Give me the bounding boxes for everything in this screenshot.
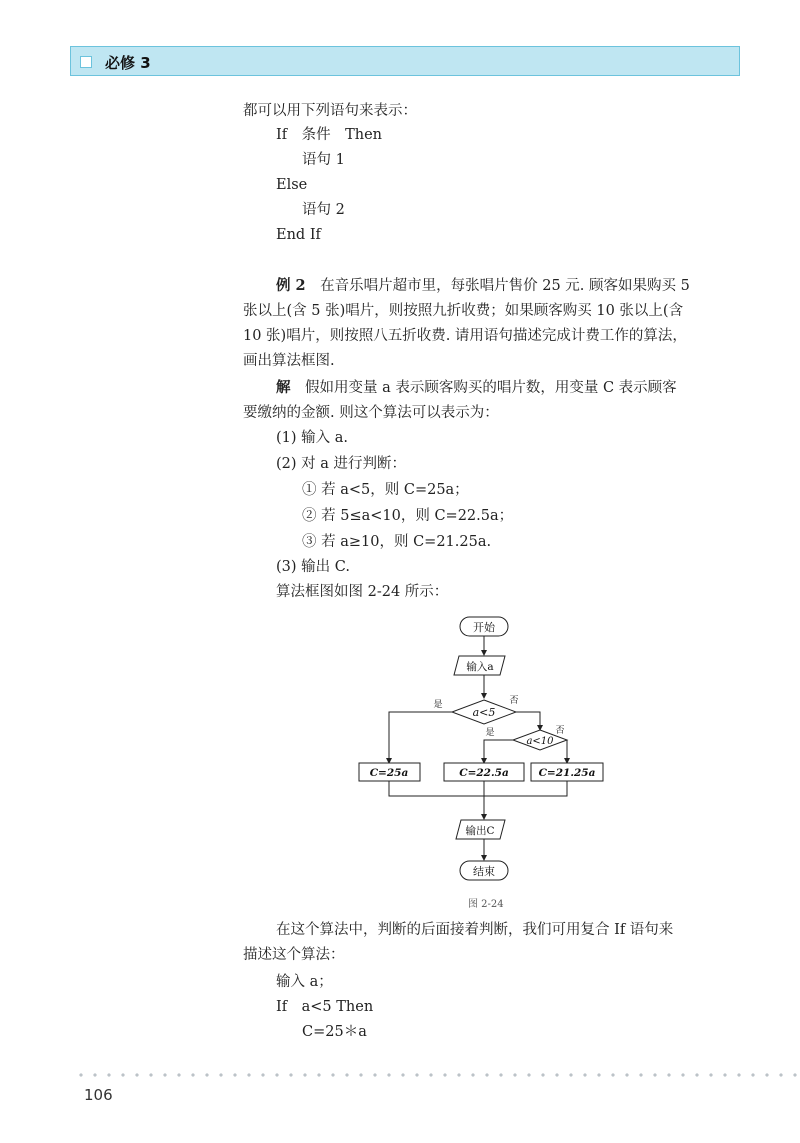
decision-2-label: a<10 [526,736,554,747]
page-number: 106 [84,1086,113,1104]
end-label: 结束 [473,865,495,878]
example-text-1: 在音乐唱片超市里，每张唱片售价 25 元. 顾客如果购买 5 [305,278,690,294]
input-label: 输入a [466,661,494,673]
step-2: (2) 对 a 进行判断： [276,456,407,472]
code-line-5: End If [276,227,321,243]
code-line-4: 语句 2 [302,202,345,218]
process-3-label: C=21.25a [538,767,596,779]
closing-line-5: C=25＊a [302,1024,367,1040]
no-label-2: 否 [555,726,565,736]
code-line-3: Else [276,177,308,193]
footer-dotted-rule [74,1073,800,1077]
decision-1-label: a<5 [472,706,496,719]
code-line-2: 语句 1 [302,152,345,168]
output-label: 输出C [465,825,495,837]
example-label: 例 2 [276,277,306,294]
process-1-label: C=25a [369,767,409,779]
example-line-3: 10 张)唱片，则按照八五折收费. 请用语句描述完成计费工作的算法， [243,328,687,344]
solution-label: 解 [276,379,291,396]
start-label: 开始 [473,621,495,634]
closing-line-2: 描述这个算法： [243,947,345,963]
yes-label-1: 是 [433,700,443,710]
example-line-4: 画出算法框图. [243,353,335,369]
case-3: ③ 若 a≥10，则 C=21.25a. [302,534,492,550]
closing-line-3: 输入 a； [276,974,333,990]
chapter-title: 必修 3 [105,54,151,72]
step-1: (1) 输入 a. [276,430,349,446]
closing-line-1: 在这个算法中，判断的后面接着判断，我们可用复合 If 语句来 [276,922,674,938]
case-1: ① 若 a<5，则 C=25a； [302,482,469,498]
figure-reference: 算法框图如图 2-24 所示： [276,584,449,600]
intro-text: 都可以用下列语句来表示： [243,103,417,119]
case-2: ② 若 5≤a<10，则 C=22.5a； [302,508,514,524]
no-label-1: 否 [509,696,519,706]
closing-line-4: If a<5 Then [276,999,374,1015]
example-line-2: 张以上(含 5 张)唱片，则按照九折收费；如果顾客购买 10 张以上(含 [243,303,684,319]
code-line-1: If 条件 Then [276,127,383,143]
solution-text-1: 假如用变量 a 表示顾客购买的唱片数，用变量 C 表示顾客 [290,380,677,396]
figure-caption: 图 2-24 [468,899,504,910]
solution-line-2: 要缴纳的金额. 则这个算法可以表示为： [243,405,499,421]
yes-label-2: 是 [485,728,495,738]
step-3: (3) 输出 C. [276,559,350,575]
process-2-label: C=22.5a [459,767,509,779]
